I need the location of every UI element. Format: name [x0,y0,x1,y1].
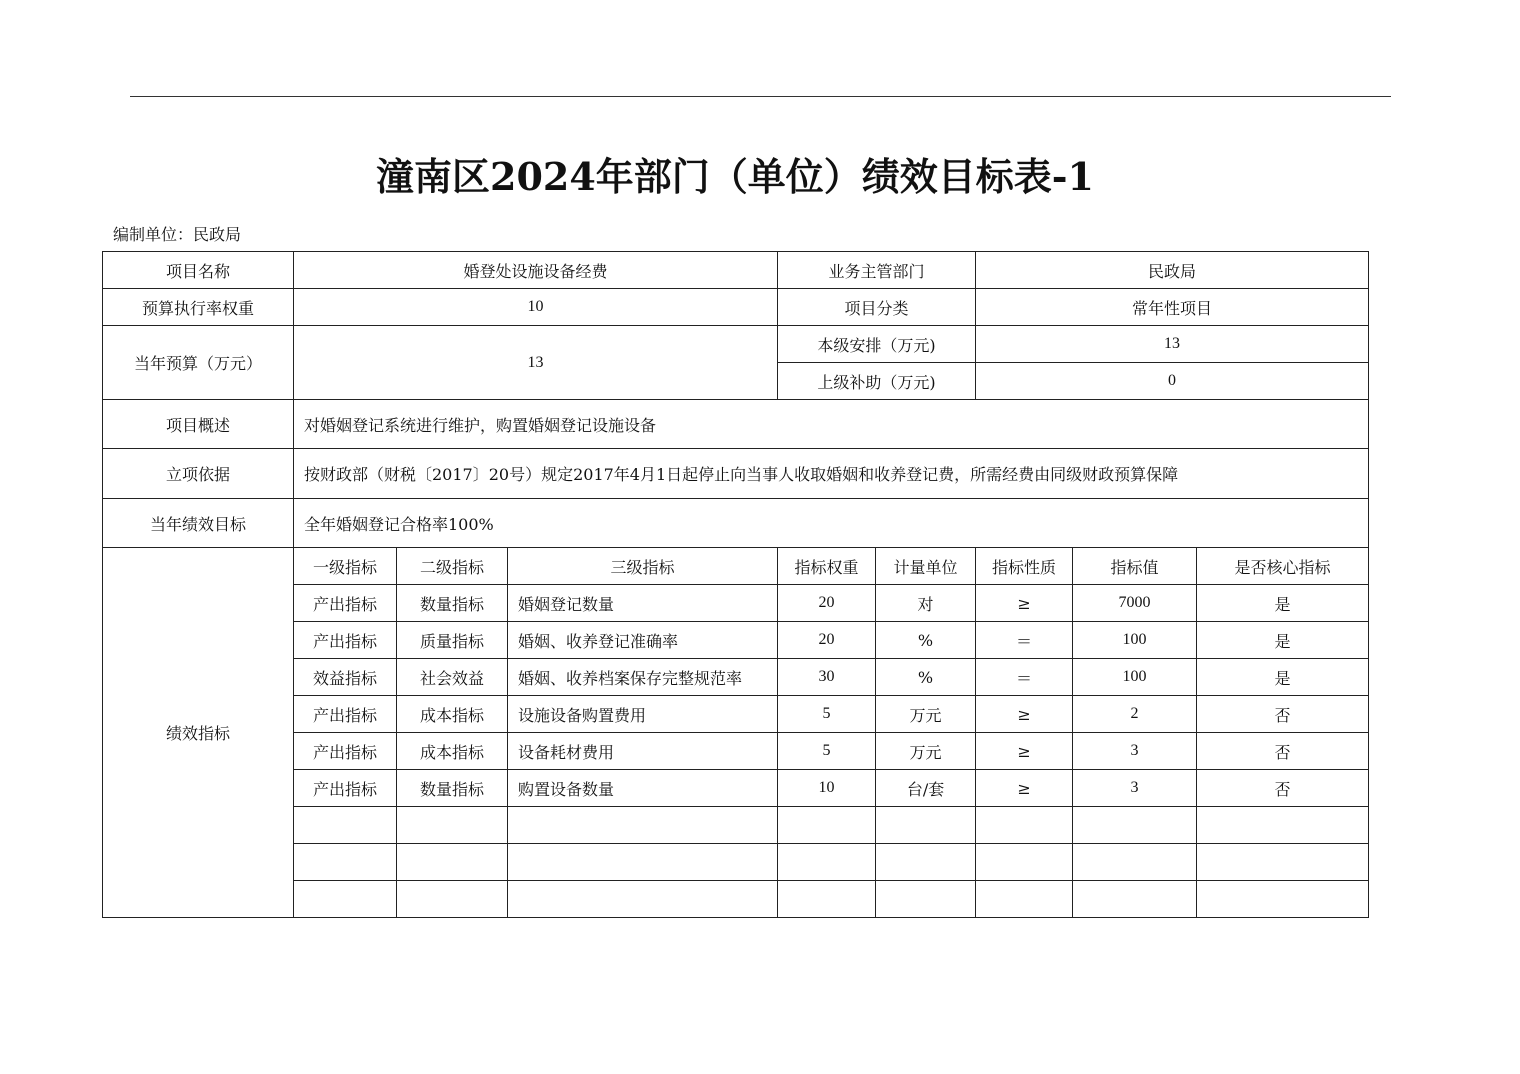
header-nature: 指标性质 [976,548,1073,585]
compiling-unit-value: 民政局 [193,225,242,244]
empty-cell [976,844,1073,881]
category-label: 项目分类 [778,289,976,326]
upper-subsidy-value: 0 [976,363,1369,400]
header-level1: 一级指标 [294,548,397,585]
unit-cell: 对 [876,585,976,622]
unit-cell: 台/套 [876,770,976,807]
empty-cell [1197,807,1369,844]
level1-cell: 产出指标 [294,696,397,733]
weight-cell: 10 [778,770,876,807]
level1-cell: 产出指标 [294,622,397,659]
empty-cell [1197,844,1369,881]
category-value: 常年性项目 [976,289,1369,326]
local-funding-value: 13 [976,326,1369,363]
nature-cell: ≥ [976,733,1073,770]
empty-cell [1073,881,1197,918]
core-cell: 是 [1197,622,1369,659]
value-cell: 100 [1073,622,1197,659]
table-row [103,252,1369,289]
budget-label: 当年预算（万元） [103,326,294,400]
goal-value: 全年婚姻登记合格率100% [294,499,1369,548]
core-cell: 是 [1197,659,1369,696]
core-cell: 否 [1197,770,1369,807]
level3-cell: 婚姻登记数量 [508,585,778,622]
empty-cell [294,844,397,881]
header-rule [130,96,1391,97]
nature-cell: ≥ [976,585,1073,622]
unit-cell: 万元 [876,696,976,733]
value-cell: 100 [1073,659,1197,696]
dept-value: 民政局 [976,252,1369,289]
goal-label: 当年绩效目标 [103,499,294,548]
budget-value: 13 [294,326,778,400]
level1-cell: 产出指标 [294,733,397,770]
level1-cell: 效益指标 [294,659,397,696]
level1-cell: 产出指标 [294,770,397,807]
nature-cell: ＝ [976,622,1073,659]
empty-cell [294,881,397,918]
level3-cell: 婚姻、收养档案保存完整规范率 [508,659,778,696]
table-row [103,449,1369,499]
compiling-unit [113,222,241,245]
table-row [103,400,1369,449]
header-core: 是否核心指标 [1197,548,1369,585]
empty-cell [976,881,1073,918]
empty-cell [397,881,508,918]
empty-cell [508,881,778,918]
indicator-header-row [103,548,1369,585]
weight-cell: 5 [778,733,876,770]
indicators-label: 绩效指标 [103,548,294,918]
empty-cell [778,844,876,881]
empty-cell [976,807,1073,844]
weight-cell: 30 [778,659,876,696]
level3-cell: 设施设备购置费用 [508,696,778,733]
empty-cell [876,807,976,844]
core-cell: 是 [1197,585,1369,622]
empty-cell [876,844,976,881]
empty-cell [778,881,876,918]
nature-cell: ≥ [976,696,1073,733]
value-cell: 3 [1073,733,1197,770]
value-cell: 3 [1073,770,1197,807]
weight-cell: 20 [778,585,876,622]
header-value: 指标值 [1073,548,1197,585]
overview-label: 项目概述 [103,400,294,449]
level2-cell: 质量指标 [397,622,508,659]
empty-cell [294,807,397,844]
table-row [103,326,1369,363]
weight-label: 预算执行率权重 [103,289,294,326]
empty-cell [508,844,778,881]
dept-label: 业务主管部门 [778,252,976,289]
level2-cell: 数量指标 [397,770,508,807]
level2-cell: 社会效益 [397,659,508,696]
empty-cell [1073,844,1197,881]
table-row [103,289,1369,326]
unit-cell: 万元 [876,733,976,770]
level1-cell: 产出指标 [294,585,397,622]
header-unit: 计量单位 [876,548,976,585]
unit-cell: % [876,659,976,696]
level3-cell: 设备耗材费用 [508,733,778,770]
local-funding-label: 本级安排（万元) [778,326,976,363]
empty-cell [778,807,876,844]
empty-cell [508,807,778,844]
header-level2: 二级指标 [397,548,508,585]
level3-cell: 婚姻、收养登记准确率 [508,622,778,659]
empty-cell [1073,807,1197,844]
empty-cell [1197,881,1369,918]
performance-target-table [102,251,1369,918]
header-weight: 指标权重 [778,548,876,585]
value-cell: 7000 [1073,585,1197,622]
weight-value: 10 [294,289,778,326]
basis-label: 立项依据 [103,449,294,499]
level3-cell: 购置设备数量 [508,770,778,807]
empty-cell [397,807,508,844]
empty-cell [397,844,508,881]
upper-subsidy-label: 上级补助（万元) [778,363,976,400]
header-level3: 三级指标 [508,548,778,585]
level2-cell: 成本指标 [397,696,508,733]
value-cell: 2 [1073,696,1197,733]
core-cell: 否 [1197,733,1369,770]
weight-cell: 5 [778,696,876,733]
level2-cell: 数量指标 [397,585,508,622]
basis-value: 按财政部（财税〔2017〕20号）规定2017年4月1日起停止向当事人收取婚姻和收养登记费，所需经费由同级财政预算保障 [294,449,1369,499]
empty-cell [876,881,976,918]
project-name-value: 婚登处设施设备经费 [294,252,778,289]
table-row [103,499,1369,548]
page-title: 潼南区2024年部门（单位）绩效目标表-1 [376,154,1094,199]
project-name-label: 项目名称 [103,252,294,289]
weight-cell: 20 [778,622,876,659]
level2-cell: 成本指标 [397,733,508,770]
compiling-unit-label: 编制单位： [113,225,194,244]
nature-cell: ＝ [976,659,1073,696]
overview-value: 对婚姻登记系统进行维护，购置婚姻登记设施设备 [294,400,1369,449]
unit-cell: % [876,622,976,659]
core-cell: 否 [1197,696,1369,733]
nature-cell: ≥ [976,770,1073,807]
